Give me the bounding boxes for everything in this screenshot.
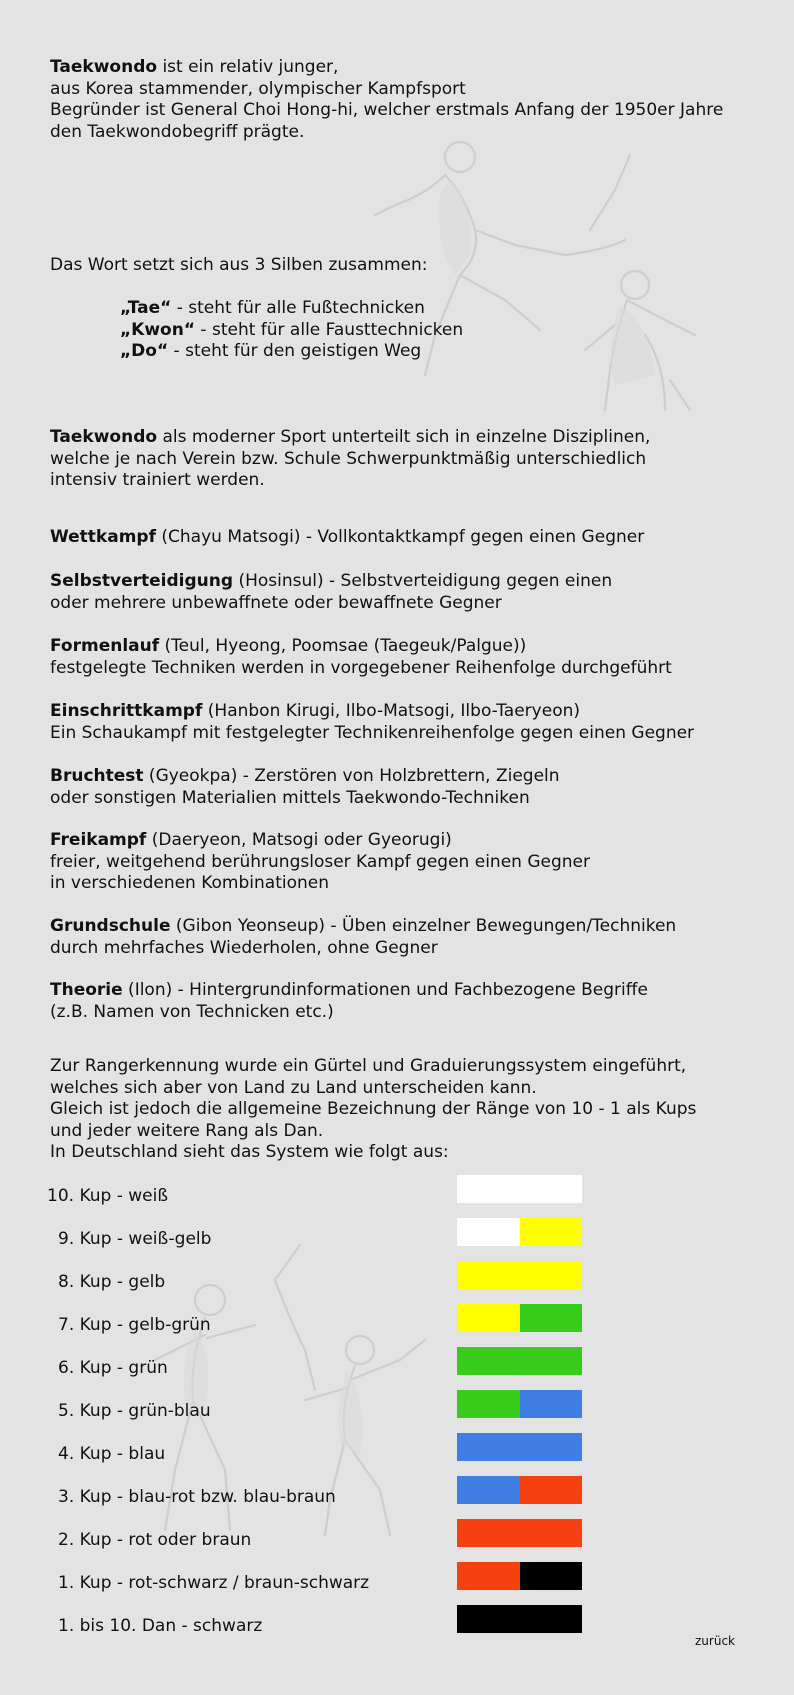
discipline-name: Wettkampf <box>50 527 156 547</box>
discipline-grundschule <box>50 916 676 959</box>
discipline-line-1 <box>50 980 648 1002</box>
belt-swatch <box>457 1218 582 1246</box>
discipline-name: Theorie <box>50 980 123 1000</box>
belt-swatch <box>457 1476 582 1504</box>
belt-left <box>457 1347 520 1375</box>
rank-label: 6. Kup - grün <box>58 1358 168 1378</box>
sport-line-3: intensiv trainiert werden. <box>50 470 265 490</box>
discipline-desc: (Daeryeon, Matsogi oder Gyeorugi) <box>146 830 452 850</box>
discipline-line-2: oder sonstigen Materialien mittels Taekwondo-Techniken <box>50 787 530 808</box>
discipline-einschrittkampf <box>50 701 694 744</box>
belt-swatch <box>457 1347 582 1375</box>
belt-left <box>457 1605 520 1633</box>
belt-swatch <box>457 1390 582 1418</box>
discipline-line-3: in verschiedenen Kombinationen <box>50 873 329 893</box>
discipline-name: Selbstverteidigung <box>50 571 234 591</box>
rank-label: 2. Kup - rot oder braun <box>58 1530 252 1550</box>
belt-right <box>520 1218 583 1246</box>
rank-label: 9. Kup - weiß-gelb <box>58 1229 212 1249</box>
intro-line-1 <box>50 57 723 79</box>
belt-right <box>520 1304 583 1332</box>
back-link[interactable]: zurück <box>695 1634 735 1648</box>
belt-swatch <box>457 1562 582 1590</box>
discipline-line-2: Ein Schaukampf mit festgelegter Technikenreihenfolge gegen einen Gegner <box>50 722 695 743</box>
discipline-bruchtest <box>50 766 560 809</box>
sport-line-2: welche je nach Verein bzw. Schule Schwerpunktmäßig unterschiedlich <box>50 448 647 469</box>
discipline-desc: (Ilon) - Hintergrundinformationen und Fachbezogene Begriffe <box>122 980 648 1000</box>
discipline-line-2: (z.B. Namen von Technicken etc.) <box>50 1001 334 1022</box>
belt-right <box>520 1347 583 1375</box>
belt-right <box>520 1605 583 1633</box>
sport-line-1 <box>50 427 650 449</box>
discipline-line-2: freier, weitgehend berührungsloser Kampf gegen einen Gegner <box>50 851 590 872</box>
discipline-line-1 <box>50 636 672 658</box>
discipline-line-1 <box>50 701 694 723</box>
belt-swatch <box>457 1261 582 1289</box>
discipline-selbstverteidigung <box>50 571 612 614</box>
discipline-name: Einschrittkampf <box>50 701 203 721</box>
discipline-line-2: festgelegte Techniken werden in vorgegebener Reihenfolge durchgeführt <box>50 657 672 678</box>
intro-line-1-text: ist ein relativ junger, <box>157 57 339 77</box>
discipline-desc: (Hosinsul) - Selbstverteidigung gegen einen <box>233 571 613 591</box>
belt-left <box>457 1433 520 1461</box>
intro-line-3: Begründer ist General Choi Hong-hi, welcher erstmals Anfang der 1950er Jahre <box>50 100 724 120</box>
belt-left <box>457 1562 520 1590</box>
syllable-term: „Tae“ <box>120 298 172 318</box>
ranks-intro-line: Gleich ist jedoch die allgemeine Bezeichnung der Ränge von 10 - 1 als Kups <box>50 1099 697 1119</box>
belt-left <box>457 1175 520 1203</box>
syllable-item <box>120 341 463 363</box>
syllable-term: „Kwon“ <box>120 319 196 340</box>
syllable-term: „Do“ <box>120 341 169 361</box>
syllable-text: - steht für alle Fußtechnicken <box>171 298 425 318</box>
discipline-name: Grundschule <box>50 916 171 936</box>
belt-right <box>520 1562 583 1590</box>
belt-swatch <box>457 1175 582 1203</box>
discipline-line-1 <box>50 766 560 788</box>
discipline-name: Freikampf <box>50 830 147 850</box>
intro-line-4: den Taekwondobegriff prägte. <box>50 121 305 142</box>
belt-right <box>520 1433 583 1461</box>
syllables-heading: Das Wort setzt sich aus 3 Silben zusammen: <box>50 255 428 275</box>
syllable-item <box>120 320 463 342</box>
discipline-desc: (Teul, Hyeong, Poomsae (Taegeuk/Palgue)) <box>159 636 527 656</box>
discipline-line-1 <box>50 830 590 852</box>
discipline-desc: (Gibon Yeonseup) - Üben einzelner Bewegungen/Techniken <box>170 916 677 936</box>
rank-label: 8. Kup - gelb <box>58 1272 166 1292</box>
belt-left <box>457 1218 520 1246</box>
rank-label: 4. Kup - blau <box>58 1444 166 1464</box>
discipline-formenlauf <box>50 636 672 679</box>
discipline-desc: (Gyeokpa) - Zerstören von Holzbrettern, Ziegeln <box>143 766 560 786</box>
syllable-item <box>120 298 463 320</box>
intro-paragraph <box>50 57 723 143</box>
belt-left <box>457 1519 520 1547</box>
ranks-intro-line: und jeder weitere Rang als Dan. <box>50 1120 324 1141</box>
belt-swatch <box>457 1433 582 1461</box>
belt-right <box>520 1476 583 1504</box>
belt-swatch <box>457 1519 582 1547</box>
belt-swatch <box>457 1304 582 1332</box>
sport-line-1-text: als moderner Sport unterteilt sich in einzelne Disziplinen, <box>157 427 651 447</box>
discipline-freikampf <box>50 830 590 895</box>
ranks-intro-line: In Deutschland sieht das System wie folgt aus: <box>50 1142 449 1162</box>
discipline-desc: (Hanbon Kirugi, Ilbo-Matsogi, Ilbo-Taeryeon) <box>202 701 581 721</box>
syllables-list <box>120 298 463 363</box>
discipline-name: Bruchtest <box>50 766 144 786</box>
discipline-line-1 <box>50 571 612 593</box>
intro-term: Taekwondo <box>50 57 158 77</box>
syllable-text: - steht für den geistigen Weg <box>168 341 422 361</box>
rank-label: 1. Kup - rot-schwarz / braun-schwarz <box>58 1573 370 1593</box>
sport-term: Taekwondo <box>50 427 158 447</box>
belt-right <box>520 1261 583 1289</box>
sport-paragraph <box>50 427 650 492</box>
rank-label: 3. Kup - blau-rot bzw. blau-braun <box>58 1487 336 1507</box>
belt-right <box>520 1390 583 1418</box>
discipline-desc: (Chayu Matsogi) - Vollkontaktkampf gegen einen Gegner <box>155 527 645 547</box>
syllable-text: - steht für alle Fausttechnicken <box>195 319 464 340</box>
belt-left <box>457 1390 520 1418</box>
discipline-line-2: oder mehrere unbewaffnete oder bewaffnete Gegner <box>50 592 502 613</box>
rank-label: 7. Kup - gelb-grün <box>58 1315 211 1335</box>
ranks-intro-line: Zur Rangerkennung wurde ein Gürtel und Graduierungssystem eingeführt, <box>50 1056 687 1076</box>
discipline-line-2: durch mehrfaches Wiederholen, ohne Gegner <box>50 937 438 958</box>
belt-right <box>520 1175 583 1203</box>
discipline-line-1 <box>50 527 644 549</box>
rank-label: 1. bis 10. Dan - schwarz <box>58 1616 263 1636</box>
belt-swatch <box>457 1605 582 1633</box>
ranks-intro-paragraph <box>50 1056 696 1164</box>
belt-left <box>457 1476 520 1504</box>
ranks-intro-line: welches sich aber von Land zu Land unterscheiden kann. <box>50 1077 537 1098</box>
belt-right <box>520 1519 583 1547</box>
belt-left <box>457 1261 520 1289</box>
intro-line-2: aus Korea stammender, olympischer Kampfsport <box>50 78 466 99</box>
rank-label: 5. Kup - grün-blau <box>58 1401 211 1421</box>
discipline-name: Formenlauf <box>50 636 160 656</box>
rank-label: 10. Kup - weiß <box>47 1186 169 1206</box>
discipline-wettkampf <box>50 527 644 549</box>
discipline-theorie <box>50 980 648 1023</box>
discipline-line-1 <box>50 916 676 938</box>
belt-left <box>457 1304 520 1332</box>
